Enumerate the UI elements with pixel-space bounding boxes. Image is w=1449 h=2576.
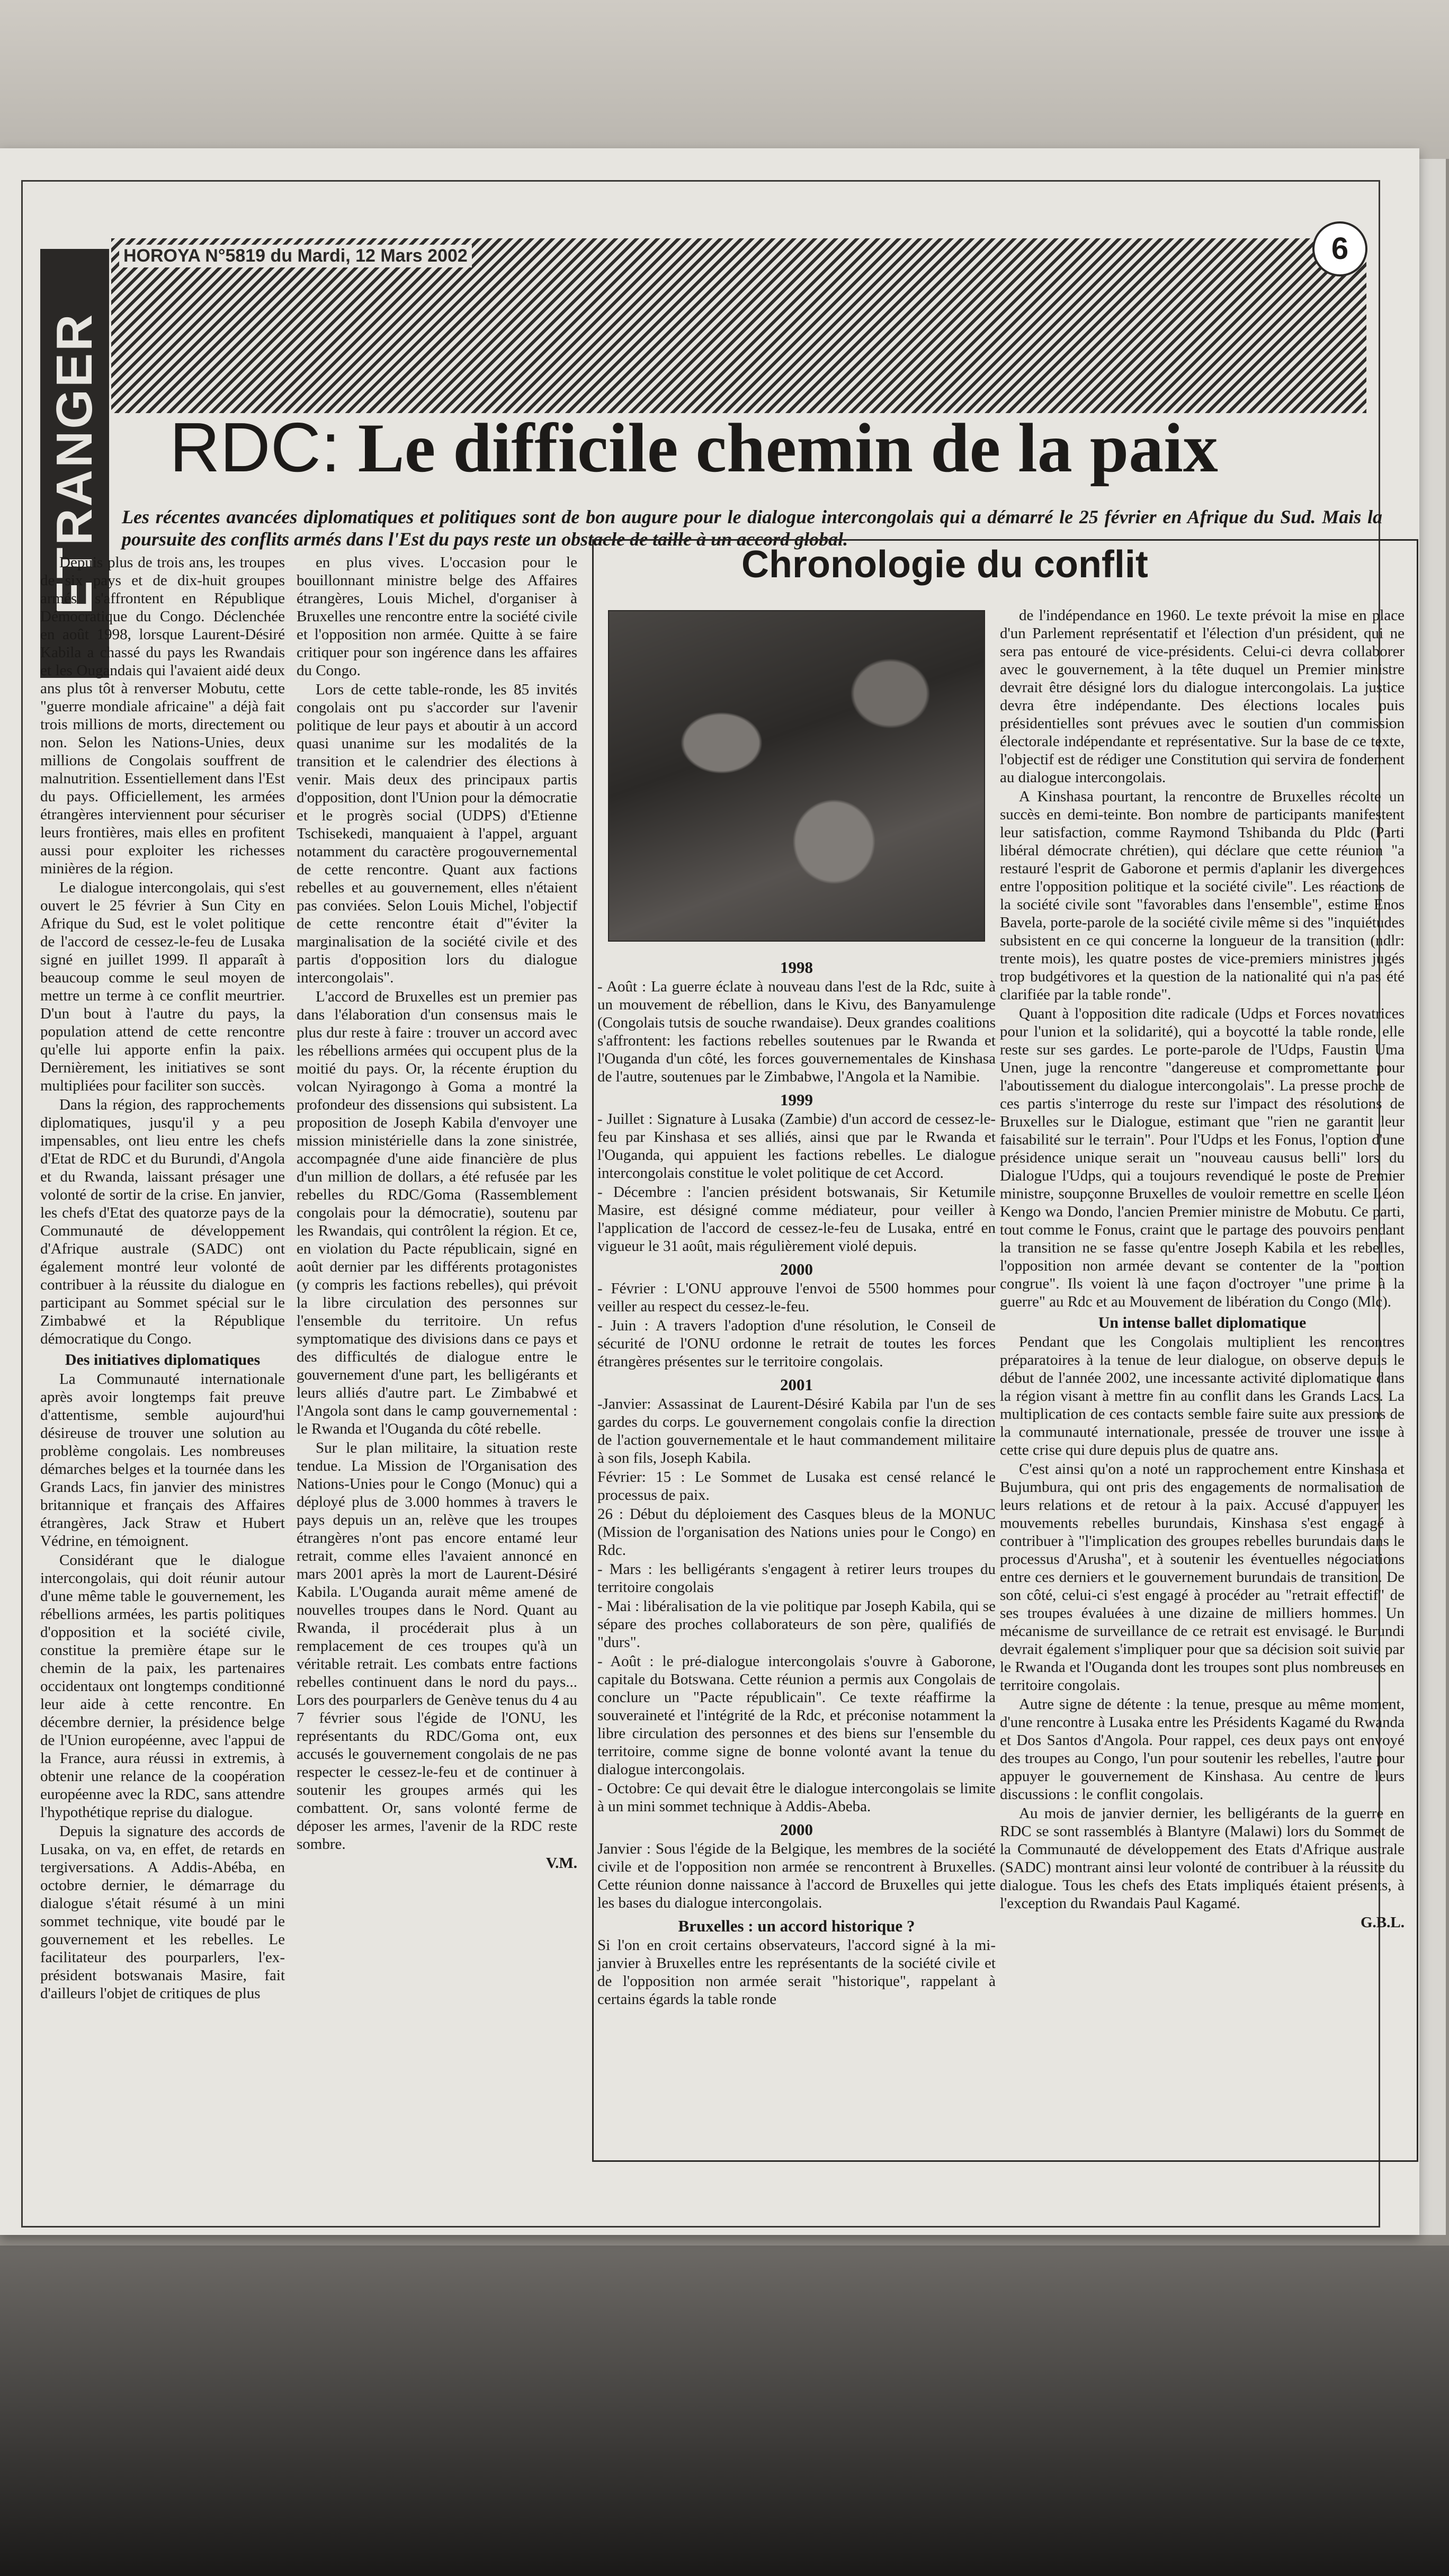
chrono-entry: - Août : le pré-dialogue intercongolais s'ouvre à Gaborone, capitale du Botswana. Cette réunion a permis aux Congolais de conclure un "Pacte républicain". Ce texte réaffirme la souveraineté et l'intégrité de la Rdc, et préconise notamment la libre circulation des personnes et des biens sur l'ensemble du territoire, comme signe de bonne volonté avant la tenue du dialogue intercongolais. xyxy=(597,1653,996,1778)
chrono-entry: - Mai : libéralisation de la vie politique par Joseph Kabila, qui se sépare des proches collaborateurs de son père, qualifiés de "durs". xyxy=(597,1598,996,1651)
paragraph: La Communauté internationale après avoir longtemps fait preuve d'attentisme, semble aujourd'hui désireuse de trouver une solution au problème congolais. Les nombreuses démarches belges et la tournée dans les Grands Lacs, fin janvier des ministres britannique et français des Affaires étrangères, Jack Straw et Hubert Védrine, en témoignent. xyxy=(40,1371,285,1550)
paragraph: Au mois de janvier dernier, les belligérants de la guerre en RDC se sont rassemblés à Blantyre (Malawi) lors du Sommet de la Communauté de développement des Etats d'Afrique australe (SADC) montrant ainsi leur volonté de contribuer à la réussite du dialogue. Tous les chefs des Etats impliqués étaient présents, à l'exception du Rwandais Paul Kagamé. xyxy=(1000,1805,1405,1912)
headline-main: Le difficile chemin de la paix xyxy=(357,409,1218,487)
paragraph: Depuis plus de trois ans, les troupes de six pays et de dix-huit groupes armés s'affrontent en République Démocratique du Congo. Déclenchée en août 1998, lorsque Laurent-Désiré Kabila a chassé du pays les Rwandais et les Ougandais qui l'avaient aidé deux ans plus tôt à renverser Mobutu, cette "guerre mondiale africaine" a déjà fait trois millions de morts, directement ou non. Selon les Nations-Unies, deux millions de Congolais souffrent de malnutrition. Essentiellement dans l'Est du pays. Officiellement, les armées étrangères interviennent pour sécuriser leurs frontières, mais elles en profitent aussi pour exploiter les richesses minières de la région. xyxy=(40,554,285,877)
paragraph: de l'indépendance en 1960. Le texte prévoit la mise en place d'un Parlement représentatif et l'élection d'un président, qui ne sera pas entouré de vice-présidents. Celui-ci devra collaborer avec le gouvernement, à la tête duquel un Premier ministre devrait être désigné lors du dialogue intercongolais. La justice devra être indépendante. Des élections locales puis présidentielles sont prévues avec le soutien d'un commission électorale indépendante et représentative. Sur la base de ce texte, l'objectif est de rédiger une Constitution qui servira de fondement au dialogue intercongolais. xyxy=(1000,607,1405,786)
chrono-entry: -Janvier: Assassinat de Laurent-Désiré Kabila par l'un de ses gardes du corps. Le gouvernement congolais confie la direction de l'action gouvernementale et le haut commandement militaire à son fils, Joseph Kabila. xyxy=(597,1396,996,1466)
paragraph: Quant à l'opposition dite radicale (Udps et Forces novatrices pour l'union et la solidarité), qui a boycotté la table ronde, elle reste sur ses gardes. Le porte-parole de l'Udps, Faustin Uma Unen, juge la rencontre "dangereuse et compromettante pour l'aboutissement du dialogue intercongolais". La presse proche de ces partis s'interroge du reste sur l'impact des résolutions de Bruxelles sur le Dialogue, estimant que "rien ne garantit leur faisabilité sur le terrain". Pour l'Udps et les Fonus, l'option d'une présidence unique serait un "nouveau causus belli" lors du Dialogue l'Udps, qui a toujours revendiqué le poste de Premier ministre, soupçonne Bruxelles de vouloir remettre en scelle Léon Kengo wa Dondo, l'ancien Premier ministre de Mobutu. Ce parti, tout comme le Fonus, craint que le partage des pouvoirs pendant la transition ne se fasse qu'entre Joseph Kabila et les rebelles, l'opposition non armée devant se contenter de la "portion congrue". Ils voient là une façon d'octroyer "une prime à la guerre" au Rdc et au Mouvement de libération du Congo (Mlc). xyxy=(1000,1005,1405,1310)
chrono-entry: - Octobre: Ce qui devait être le dialogue intercongolais se limite à un mini sommet technique à Addis-Abeba. xyxy=(597,1780,996,1815)
chrono-entry: - Février : L'ONU approuve l'envoi de 5500 hommes pour veiller au respect du cessez-le-feu. xyxy=(597,1280,996,1315)
headline xyxy=(169,408,1377,488)
paragraph: en plus vives. L'occasion pour le bouillonnant ministre belge des Affaires étrangères, Louis Michel, d'organiser à Bruxelles une rencontre entre la société civile et l'opposition non armée. Quitte à se faire critiquer pour son ingérence dans les affaires du Congo. xyxy=(297,554,577,679)
paragraph: Lors de cette table-ronde, les 85 invités congolais ont pu s'accorder sur l'avenir politique de leur pays et aboutir à un accord quasi unanime sur les modalités de la transition et le calendrier des élections à venir. Mais deux des principaux partis d'opposition, dont l'Union pour la démocratie et le progrès social (UDPS) d'Etienne Tschisekedi, manquaient à l'appel, arguant notamment du caractère progouvernemental de cette rencontre. Quant aux factions rebelles et au gouvernement, elles n'étaient pas conviées. Selon Louis Michel, l'objectif de cette rencontre était d'"éviter la marginalisation de la société civile et des partis d'opposition lors du dialogue intercongolais". xyxy=(297,681,577,986)
conflict-photo xyxy=(608,610,985,942)
chrono-year: 2000 xyxy=(780,1820,813,1839)
chrono-entry: - Août : La guerre éclate à nouveau dans l'est de la Rdc, suite à un mouvement de rébellion, dans le Kivu, des Banyamulenge (Congolais tutsis de souche rwandaise). Deux grandes coalitions s'affrontent: les factions rebelles soutenues par le Rwanda et l'Ouganda d'un côté, les forces gouvernementales de Kinshasa de l'autre, soutenues par le Zimbabwe, l'Angola et la Namibie. xyxy=(597,978,996,1085)
chrono-year: 2001 xyxy=(780,1375,813,1394)
column-3 xyxy=(1000,606,1405,1933)
section-label: ETRANGER xyxy=(46,312,103,615)
headline-prefix: RDC: xyxy=(169,408,341,486)
column-2 xyxy=(297,553,577,1873)
author-signature: V.M. xyxy=(545,1855,577,1872)
chrono-entry: - Décembre : l'ancien président botswanais, Sir Ketumile Masire, est désigné comme médiateur, pour veiller à l'application de l'accord de cessez-le-feu de Lusaka, entré en vigueur le 31 août, mais régulièrement violé depuis. xyxy=(597,1184,996,1255)
chrono-entry: 26 : Début du déploiement des Casques bleus de la MONUC (Mission de l'organisation des Nations unies pour le Congo) en Rdc. xyxy=(597,1506,996,1559)
paragraph: Sur le plan militaire, la situation reste tendue. La Mission de l'Organisation des Nations-Unies pour le Congo (Monuc) qui a déployé plus de 3.000 hommes à travers le pays depuis un an, relève que les troupes étrangères n'ont pas encore entamé leur retrait, comme elles l'avaient annoncé en mars 2001 après la mort de Laurent-Désiré Kabila. L'Ouganda aurait même amené de nouvelles troupes dans le Nord. Quant au Rwanda, il procéderait plus à un remplacement de ces troupes qu'à un véritable retrait. Les combats entre factions rebelles continuent dans le nord du pays... Lors des pourparlers de Genève tenus du 4 au 7 février sous l'égide de l'ONU, les représentants du RDC/Goma ont, eux accusés le gouvernement congolais de ne pas respecter le cessez-le-feu et de continuer à soutenir les groupes armés qui les combattent. Or, sans volonté ferme de déposer les armes, l'avenir de la RDC reste sombre. xyxy=(297,1439,577,1853)
background-floor xyxy=(0,2246,1449,2576)
column-1 xyxy=(40,553,285,2003)
chrono-entry: - Juin : A travers l'adoption d'une résolution, le Conseil de sécurité de l'ONU ordonne le retrait de toutes les forces étrangères présentes sur le territoire congolais. xyxy=(597,1317,996,1370)
paragraph: Depuis la signature des accords de Lusaka, on va, en effet, de retards en tergiversations. A Addis-Abéba, en octobre dernier, le démarrage du dialogue s'était résumé à un mini sommet technique, vite boudé par le gouvernement et les rebelles. Le facilitateur des pourparlers, l'ex-président botswanais Masire, fait d'ailleurs l'objet de critiques de plus xyxy=(40,1823,285,2002)
paragraph: C'est ainsi qu'on a noté un rapprochement entre Kinshasa et Bujumbura, qui ont pris des engagements de normalisation de leurs relations et de retour à la paix. Accusé d'appuyer les mouvements rebelles burundais, Kinshasa s'est engagé à contribuer à "l'implication des groupes rebelles burundais dans le processus d'Arusha", et à soutenir les éventuelles négociations entre ces derniers et le gouvernement burundais de transition. De son côté, celui-ci s'est engagé à procéder au "retrait effectif" de ses troupes évaluées à une dizaine de milliers hommes. Un mécanisme de surveillance de ce retrait est envisagé. le Burundi devrait également s'impliquer pour que sa décision soit suivie par le Rwanda et l'Ouganda dont les troupes sont plus nombreuses en territoire congolais. xyxy=(1000,1461,1405,1694)
paragraph: L'accord de Bruxelles est un premier pas dans l'élaboration d'un consensus mais le plus dur reste à faire : trouver un accord avec les rébellions armées qui occupent plus de la moitié du pays. Or, la récente éruption du volcan Nyiragongo à Goma a montré la profondeur des dissensions qui subsistent. La proposition de Joseph Kabila d'envoyer une mission ministérielle dans la zone sinistrée, accompagnée d'une aide financière de plus d'un million de dollars, a été refusée par les rebelles du RDC/Goma (Rassemblement congolais pour la démocratie), soutenu par les Rwandais, qui contrôlent la région. Et ce, en violation du Pacte républicain, signé en août dernier par les différents protagonistes (y compris les factions rebelles), qui prévoit la libre circulation des personnes sur l'ensemble du territoire. Un refus symptomatique des divisions dans ce pays et des difficultés de dialogue entre le gouvernement d'une part, les belligérants et leurs alliés d'autre part. Le Zimbabwé et l'Angola sont dans le camp gouvernemental : le Rwanda et l'Ouganda du côté rebelle. xyxy=(297,988,577,1437)
chrono-year: 1998 xyxy=(780,958,813,977)
chrono-year: 1999 xyxy=(780,1090,813,1109)
chrono-subheading: Bruxelles : un accord historique ? xyxy=(678,1917,915,1935)
paragraph: Considérant que le dialogue intercongolais, qui doit réunir autour d'une même table le gouvernement, les rébellions armées, les partis politiques d'opposition et la société civile, constitue la première étape sur le chemin de la paix, les partenaires occidentaux ont longtemps conditionné leur aide à cette rencontre. En décembre dernier, la présidence belge de l'Union européenne, avec l'appui de la France, aura réussi in extremis, à obtenir une relance de la coopération européenne avec la RDC, sans attendre l'hypothétique reprise du dialogue. xyxy=(40,1552,285,1821)
chrono-entry: - Mars : les belligérants s'engagent à retirer leurs troupes du territoire congolais xyxy=(597,1561,996,1596)
chronology-title: Chronologie du conflit xyxy=(741,543,1148,586)
page-number: 6 xyxy=(1312,221,1367,276)
chrono-entry: - Juillet : Signature à Lusaka (Zambie) d'un accord de cessez-le-feu par Kinshasa et ses alliés, ainsi que par le Rwanda et l'Ouganda, qui appuient les factions rebelles. Le dialogue intercongolais constitue le volet politique de cet Accord. xyxy=(597,1111,996,1182)
chrono-entry: Février: 15 : Le Sommet de Lusaka est censé relancé le processus de paix. xyxy=(597,1469,996,1504)
subheading: Un intense ballet diplomatique xyxy=(1098,1314,1307,1331)
chrono-paragraph: Si l'on en croit certains observateurs, l'accord signé à la mi-janvier à Bruxelles entre les représentants de la société civile et de l'opposition non armée serait "historique", rappelant à certains égards la table ronde xyxy=(597,1937,996,2008)
background-wall xyxy=(0,0,1449,159)
paragraph: Dans la région, des rapprochements diplomatiques, jusqu'il y a peu impensables, ont lieu entre les chefs d'Etat de RDC et du Burundi, d'Angola et du Rwanda, laissant présager une volonté de sortir de la crise. En janvier, les chefs d'Etat des quatorze pays de la Communauté de développement d'Afrique australe (SADC) ont également montré leur volonté de contribuer à la réussite du dialogue en participant au Sommet spécial sur le Zimbabwé et la République démocratique du Congo. xyxy=(40,1096,285,1347)
subheading: Des initiatives diplomatiques xyxy=(65,1351,261,1368)
chrono-year: 2000 xyxy=(780,1260,813,1278)
chrono-entry: Janvier : Sous l'égide de la Belgique, les membres de la société civile et de l'opposition non armée se rencontrent à Bruxelles. Cette réunion donne naissance à l'accord de Bruxelles qui jette les bases du dialogue intercongolais. xyxy=(597,1840,996,1911)
paragraph: Pendant que les Congolais multiplient les rencontres préparatoires à la tenue de leur dialogue, on observe depuis le début de l'année 2002, une incessante activité diplomatique dans la région visant à mettre fin au conflit dans les Grands Lacs. La multiplication de ces contacts semble faire suite aux pressions de la communauté internationale, pressée de trouver une issue à cette crise qui dure depuis plus de quatre ans. xyxy=(1000,1334,1405,1459)
paragraph: Autre signe de détente : la tenue, presque au même moment, d'une rencontre à Lusaka entre les Présidents Kagamé du Rwanda et Dos Santos d'Angola. Pour rappel, ces deux pays ont envoyé des troupes au Congo, l'un pour soutenir les rebelles, l'autre pour appuyer le gouvernement de Kinshasa. Au centre de leurs discussions : le conflit congolais. xyxy=(1000,1696,1405,1803)
issue-line: HOROYA N°5819 du Mardi, 12 Mars 2002 xyxy=(119,245,472,267)
author-signature: G.B.L. xyxy=(1361,1914,1405,1931)
paragraph: A Kinshasa pourtant, la rencontre de Bruxelles récolte un succès en demi-teinte. Bon nombre de participants manifestent leur satisfaction, comme Raymond Tshibanda du Pldc (Parti libéral démocrate chrétien), qui déclare que cette réunion "a restauré l'esprit de Gaborone et permis d'aplanir les divergences entre l'opposition politique et la société civile". Les réactions de la société civile sont "favorables dans l'ensemble", estime Enos Bavela, porte-parole de la société civile même si des "inquiétudes subsistent en ce qui concerne la longueur de la transition (ndlr: trente mois), les quatre postes de vice-premiers ministres jugés trop budgétivores et la question de la nationalité qui n'a pas été clarifiée par la table ronde". xyxy=(1000,788,1405,1003)
standfirst: Les récentes avancées diplomatiques et politiques sont de bon augure pour le dialogue intercongolais qui a démarré le 25 février en Afrique du Sud. Mais la poursuite des conflits armés dans l'Est du pays reste un obstacle de taille à un accord global. xyxy=(122,506,1382,550)
chronology-list xyxy=(597,953,996,2009)
paragraph: Le dialogue intercongolais, qui s'est ouvert le 25 février à Sun City en Afrique du Sud, est le volet politique de l'accord de cessez-le-feu de Lusaka signé en juillet 1999. Il apparaît à beaucoup comme le seul moyen de mettre un terme à ce conflit meurtrier. D'un bout à l'autre du pays, la population attend de cette rencontre qu'elle lui apporte enfin la paix. Dernièrement, les initiatives se sont multipliées pour faciliter son succès. xyxy=(40,879,285,1094)
